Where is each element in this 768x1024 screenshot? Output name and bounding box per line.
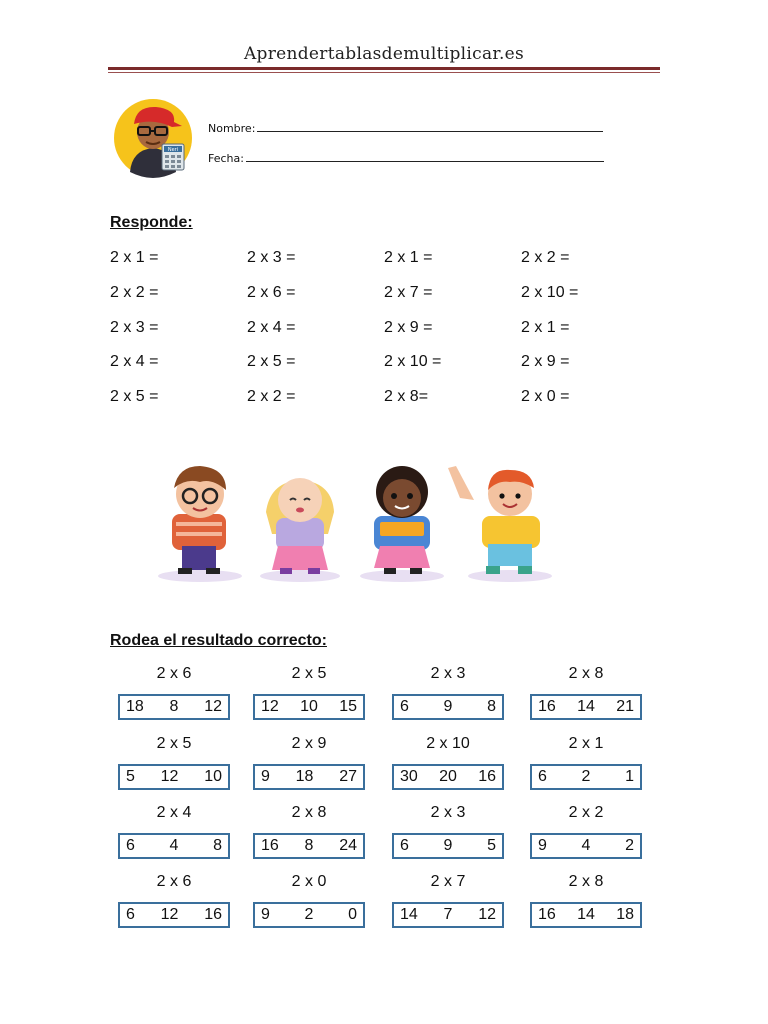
answer-option[interactable]: 24 <box>339 837 357 854</box>
answer-options-box <box>118 764 230 790</box>
answer-option[interactable]: 6 <box>400 837 409 854</box>
multiplication-problem: 2 x 8= <box>384 388 429 405</box>
date-field[interactable] <box>208 151 604 165</box>
answer-option[interactable]: 12 <box>160 906 179 923</box>
name-label: Nombre: <box>208 122 256 135</box>
answer-option[interactable]: 9 <box>261 906 270 923</box>
multiplication-problem: 2 x 10 = <box>384 353 442 370</box>
answer-option[interactable]: 10 <box>300 698 318 715</box>
answer-option[interactable]: 8 <box>304 837 314 854</box>
question-label: 2 x 10 <box>426 735 470 752</box>
avatar-badge-text: Neri <box>167 147 179 153</box>
question-label: 2 x 8 <box>291 804 327 821</box>
answer-option[interactable]: 5 <box>126 768 135 785</box>
site-title: Aprendertablasdemultiplicar.es <box>243 44 525 64</box>
answer-options-box <box>118 902 230 928</box>
answer-option[interactable]: 6 <box>126 906 135 923</box>
date-label: Fecha: <box>208 152 244 165</box>
answer-option[interactable]: 4 <box>581 837 591 854</box>
answer-option[interactable]: 8 <box>169 698 179 715</box>
answer-option[interactable]: 9 <box>261 768 270 785</box>
section-heading-rodea: Rodea el resultado correcto: <box>110 632 327 649</box>
answer-option[interactable]: 6 <box>400 698 409 715</box>
answer-option[interactable]: 8 <box>213 837 222 854</box>
name-line <box>257 121 603 132</box>
answer-options-box <box>253 764 365 790</box>
answer-option[interactable]: 9 <box>538 837 547 854</box>
answer-option[interactable]: 12 <box>478 906 496 923</box>
header-divider <box>108 67 660 70</box>
multiplication-problem: 2 x 7 = <box>384 284 433 301</box>
question-label: 2 x 8 <box>568 873 604 890</box>
answer-options-box <box>392 694 504 720</box>
answer-option[interactable]: 16 <box>261 837 279 854</box>
answer-option[interactable]: 0 <box>348 906 357 923</box>
answer-option[interactable]: 14 <box>400 906 418 923</box>
question-label: 2 x 4 <box>156 804 192 821</box>
answer-option[interactable]: 6 <box>538 768 547 785</box>
question-label: 2 x 1 <box>568 735 604 752</box>
multiplication-problem: 2 x 9 = <box>384 319 433 336</box>
answer-option[interactable]: 18 <box>126 698 144 715</box>
answer-option[interactable]: 4 <box>169 837 179 854</box>
answer-option[interactable]: 18 <box>295 768 314 785</box>
multiplication-problem: 2 x 2 = <box>247 388 296 405</box>
answer-option[interactable]: 16 <box>204 906 222 923</box>
answer-options-box <box>253 902 365 928</box>
question-label: 2 x 2 <box>568 804 604 821</box>
multiplication-problem: 2 x 1 = <box>521 319 570 336</box>
answer-options-box <box>392 764 504 790</box>
header-divider-thin <box>108 72 660 73</box>
question-label: 2 x 3 <box>430 804 466 821</box>
answer-option[interactable]: 6 <box>126 837 135 854</box>
question-label: 2 x 0 <box>291 873 327 890</box>
answer-option[interactable]: 2 <box>625 837 634 854</box>
question-label: 2 x 7 <box>430 873 466 890</box>
multiplication-problem: 2 x 5 = <box>110 388 159 405</box>
answer-option[interactable]: 16 <box>478 768 496 785</box>
name-field[interactable] <box>208 121 603 135</box>
answer-option[interactable]: 18 <box>616 906 634 923</box>
multiplication-problem: 2 x 5 = <box>247 353 296 370</box>
multiplication-problem: 2 x 4 = <box>247 319 296 336</box>
answer-option[interactable]: 5 <box>487 837 496 854</box>
answer-options-box <box>253 833 365 859</box>
answer-options-box <box>530 764 642 790</box>
answer-option[interactable]: 9 <box>443 837 453 854</box>
date-line <box>246 151 604 162</box>
answer-options-box <box>530 833 642 859</box>
question-label: 2 x 3 <box>430 665 466 682</box>
answer-option[interactable]: 2 <box>304 906 314 923</box>
answer-option[interactable]: 14 <box>577 698 595 715</box>
answer-option[interactable]: 30 <box>400 768 418 785</box>
multiplication-problem: 2 x 0 = <box>521 388 570 405</box>
answer-option[interactable]: 10 <box>204 768 222 785</box>
answer-option[interactable]: 7 <box>443 906 453 923</box>
answer-options-box <box>253 694 365 720</box>
multiplication-problem: 2 x 9 = <box>521 353 570 370</box>
multiplication-problem: 2 x 10 = <box>521 284 579 301</box>
answer-options-box <box>530 694 642 720</box>
multiplication-problem: 2 x 4 = <box>110 353 159 370</box>
multiplication-problem: 2 x 3 = <box>247 249 296 266</box>
answer-option[interactable]: 12 <box>160 768 179 785</box>
multiplication-problem: 2 x 1 = <box>384 249 433 266</box>
answer-options-box <box>392 902 504 928</box>
answer-option[interactable]: 2 <box>581 768 591 785</box>
children-illustration <box>130 438 576 614</box>
answer-option[interactable]: 9 <box>443 698 453 715</box>
multiplication-problem: 2 x 2 = <box>521 249 570 266</box>
multiplication-problem: 2 x 6 = <box>247 284 296 301</box>
answer-option[interactable]: 12 <box>261 698 279 715</box>
answer-option[interactable]: 15 <box>339 698 357 715</box>
answer-options-box <box>118 694 230 720</box>
multiplication-problem: 2 x 3 = <box>110 319 159 336</box>
question-label: 2 x 5 <box>156 735 192 752</box>
question-label: 2 x 6 <box>156 665 192 682</box>
answer-options-box <box>392 833 504 859</box>
answer-option[interactable]: 14 <box>577 906 595 923</box>
answer-option[interactable]: 20 <box>439 768 457 785</box>
answer-option[interactable]: 12 <box>204 698 222 715</box>
multiplication-problem: 2 x 1 = <box>110 249 159 266</box>
question-label: 2 x 6 <box>156 873 192 890</box>
answer-options-box <box>530 902 642 928</box>
answer-options-box <box>118 833 230 859</box>
avatar <box>112 98 194 178</box>
question-label: 2 x 9 <box>291 735 327 752</box>
answer-option[interactable]: 1 <box>625 768 634 785</box>
answer-option[interactable]: 16 <box>538 906 556 923</box>
question-label: 2 x 5 <box>291 665 327 682</box>
section-heading-responde: Responde: <box>110 214 193 231</box>
answer-option[interactable]: 8 <box>487 698 496 715</box>
answer-option[interactable]: 27 <box>339 768 357 785</box>
question-label: 2 x 8 <box>568 665 604 682</box>
multiplication-problem: 2 x 2 = <box>110 284 159 301</box>
answer-option[interactable]: 16 <box>538 698 556 715</box>
answer-option[interactable]: 21 <box>616 698 634 715</box>
